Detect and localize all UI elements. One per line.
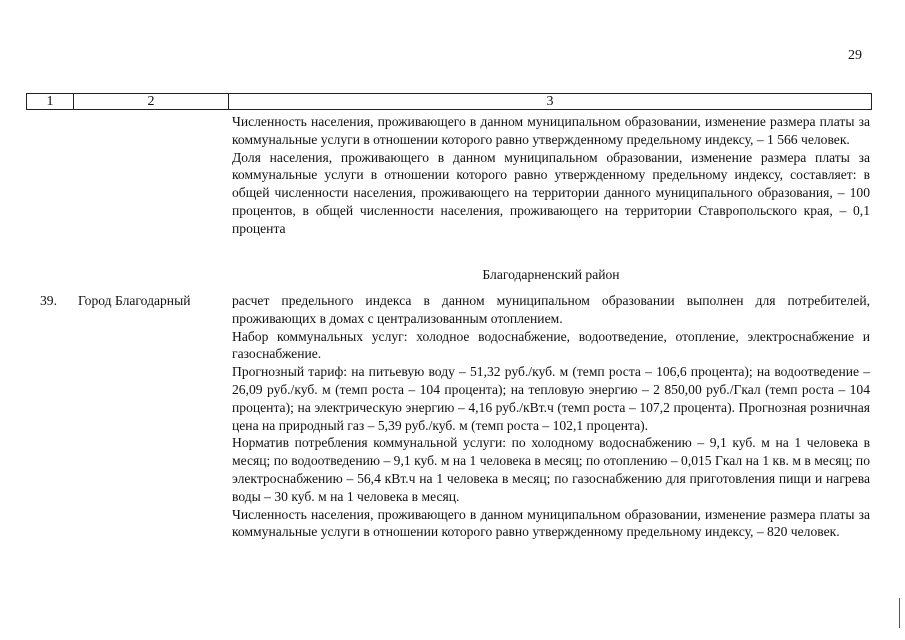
continued-text-block (232, 113, 870, 238)
paragraph: Численность населения, проживающего в данном муниципальном образовании, изменение размера платы за коммунальные услуги в отношении которого равно утвержденному предельному индексу, – 1 566 человек. (232, 114, 870, 147)
paragraph: Численность населения, проживающего в данном муниципальном образовании, изменение размера платы за коммунальные услуги в отношении которого равно утвержденному предельному индексу, – 820 человек. (232, 506, 870, 540)
column-header-3: 3 (546, 94, 554, 109)
column-header-1: 1 (27, 94, 74, 109)
municipality-name: Город Благодарный (78, 293, 191, 308)
municipality-details (232, 292, 870, 541)
column-header-2: 2 (74, 94, 229, 109)
section-title: Благодарненский район (482, 267, 620, 282)
row-number: 39. (40, 293, 57, 308)
paragraph: Доля населения, проживающего в данном муниципальном образовании, изменение размера платы за коммунальные услуги в отношении которого равно утвержденному предельному индексу, составляет: в общей численности населения, проживающего на территории данного муниципального образования, – 100 процентов, в общей численности населения, проживающего на территории Ставропольского края, – 0,1 процента (232, 149, 870, 236)
paragraph: Прогнозный тариф: на питьевую воду – 51,32 руб./куб. м (темп роста – 106,6 процента); на водоотведение – 26,09 руб./куб. м (темп роста – 104 процента); на тепловую энергию – 2 850,00 руб./Гкал (темп роста – 104 процента); на электрическую энергию – 4,16 руб./кВт.ч (темп роста – 107,2 процента). Прогнозная розничная цена на природный газ – 5,39 руб./куб. м (темп роста – 102,1 процента). (232, 364, 870, 433)
scan-margin-line (899, 598, 900, 628)
paragraph: Норматив потребления коммунальной услуги: по холодному водоснабжению – 9,1 куб. м на 1 человека в месяц; по водоотведению – 9,1 куб. м на 1 человека в месяц; по отоплению – 0,015 Гкал на 1 кв. м в месяц; по электроснабжению – 56,4 кВт.ч на 1 человека в месяц; по газоснабжению для приготовления пищи и нагрева воды – 30 куб. м на 1 человека в месяц. (232, 435, 870, 504)
page-number: 29 (848, 48, 862, 63)
paragraph: расчет предельного индекса в данном муниципальном образовании выполнен для потребителей, проживающих в домах с централизованным отоплением. (232, 293, 870, 326)
column-header-row (26, 93, 872, 110)
paragraph: Набор коммунальных услуг: холодное водоснабжение, водоотведение, отопление, электроснабжение и газоснабжение. (232, 328, 870, 362)
